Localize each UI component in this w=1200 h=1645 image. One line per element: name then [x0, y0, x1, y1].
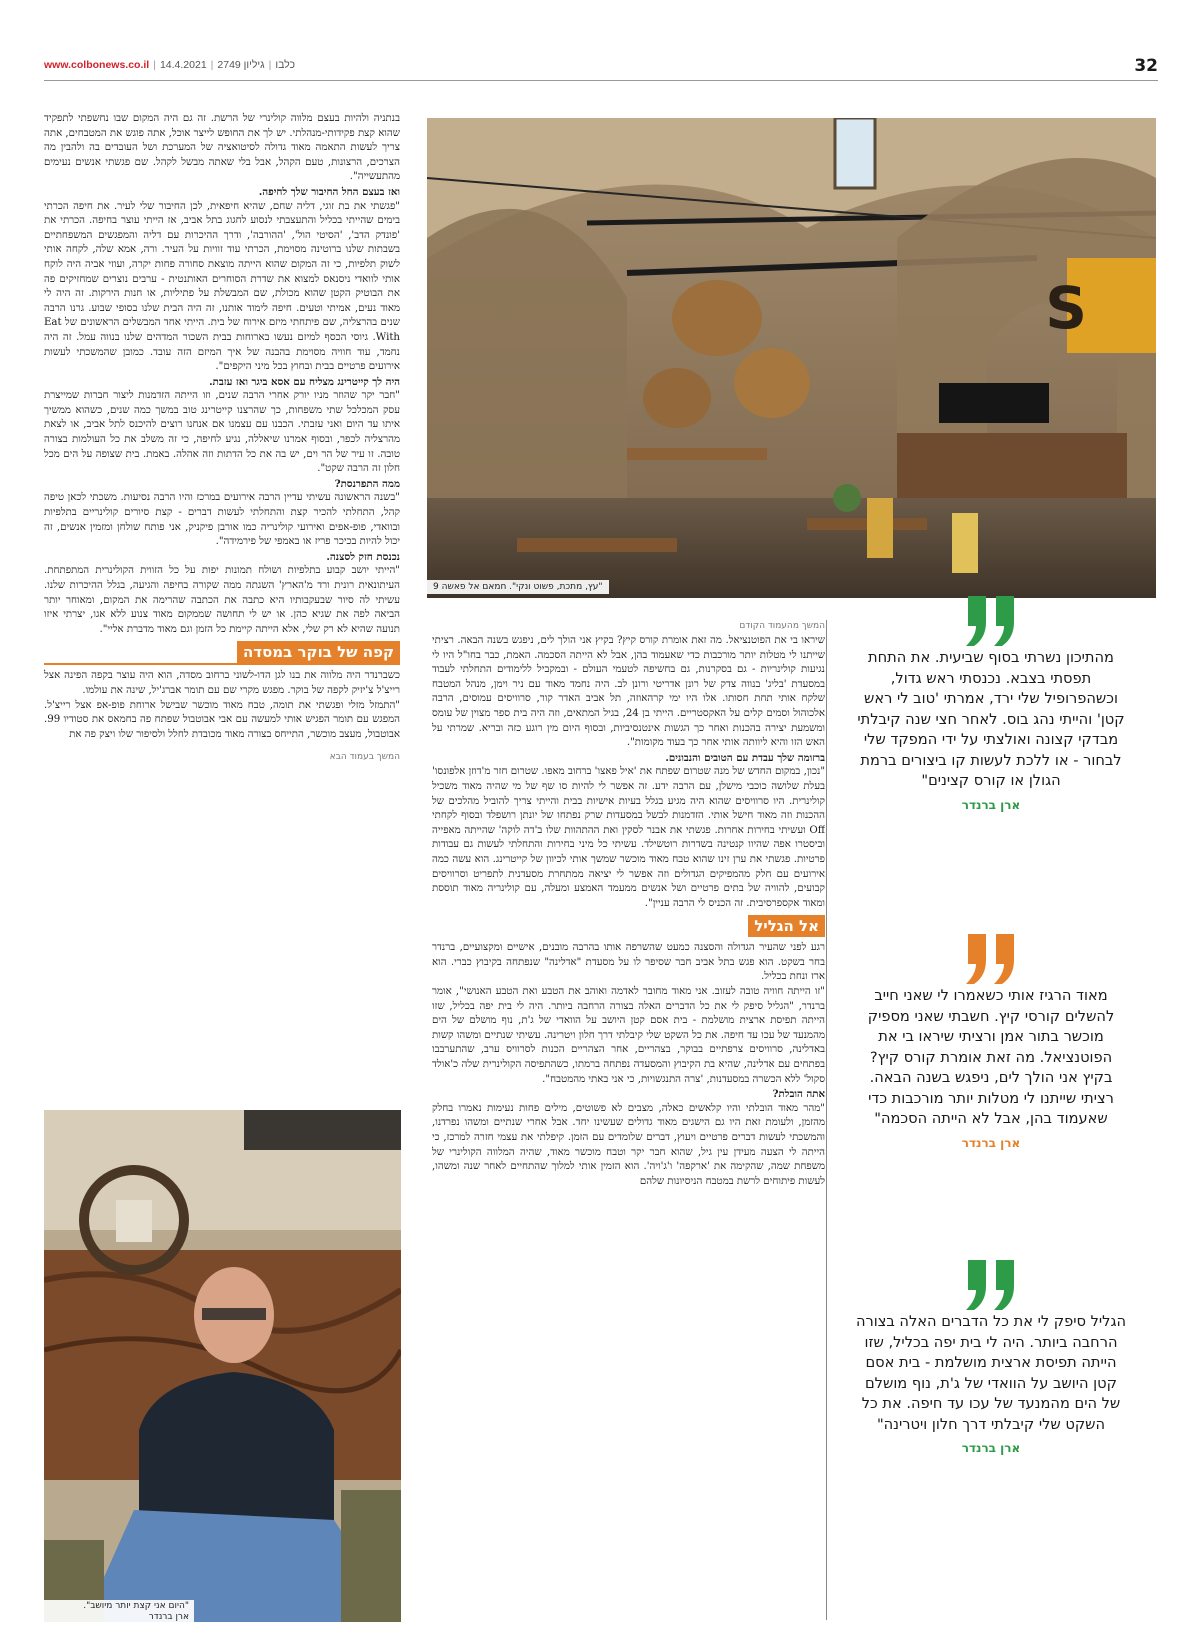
section-header-masada — [44, 641, 400, 665]
pull-quote-2 — [846, 930, 1136, 1150]
article-paragraph: "הייתי יושב קבוע בתלפיות ושולח תמונות יפות על כל הזווית הקולינרית המתפתחת. העיתונאית רונית ורד מ'הארץ' השגתה ממה שקורה בחיפה והגיעה, בגלל ההיכרות שלנו. עשיתי לה סיור שבעקבותיו היא כתבה את הכתבה שהרימה את המקום, ומאוחר יותר הביאה לפה את שגיא כהן. או יש לי תחושה שממקום מאוד צנוע ללא אגו, יצרתי איזו תנועה שהיא לא רק שלי, אלא הייתה קיימת כל הזמן וגם מאוד מדברת אליי". — [44, 565, 400, 635]
interview-question: ממה התפרנסת? — [334, 477, 400, 490]
column-divider — [826, 620, 827, 1620]
pull-quote-3-text: הגליל סיפק לי את כל הדברים האלה בצורה הרחבה ביותר. היה לי בית יפה בכליל, שזו הייתה תפיסת ארצית מושלמת - בית אסם קטן היושב על הוואדי של ג'ת, נוף מושלם של הים מהמנעד של עכו עד חיפה. את כל השקט שלי קיבלתי דרך חלון ויטרינה" — [855, 1313, 1127, 1433]
article-paragraph: "פגשתי את בת זוגי, דליה שחם, שהיא חיפאית, לכן החיבור שלי לעיר. את חיפה הכרתי בימים שהייתי בכליל והתעצבתי לנסוע לחגוג בתל אביב, אז הייתי עוצר בחיפה. הכרתי את 'פונדק הדב', 'הסיטי הול', 'ההורבה', ודרך ההיכרות עם דליה והמפגשים המשפחתיים בשבתות שלנו ברוטינה מסוימת, הכרתי עוד זוויות על העיר. ורה, אמא שלה, לקחה אותי לשוק תלפיות, כי זה המקום שהוא הייתה מוצאת סחורה פחות יקרה, ועוזי אביה היה לוקח אותי לוואדי ניסנאס למצוא את שדרת הסוחרים האותנטית - ערבים נוצרים שמחזיקים פה את הבוטיק הקטן שהוא מכולת, שם המבשלת על פתיליות, או חנות הירקות. זה היה לי מאוד נעים, אמיתי וטעים. חיפה לימוד אותנו, זה היה הבית שלנו בסופי שבוע. גרנו הרבה שנים בהרצליה, שם פיתחתי מיזם אירוח של בית. הייתי אחד המבשלים הראשונים של Eat With. גיוסי הכסף למיזם נעשו בארוחות בבית השכור המדהים שלנו בנווה עמל. זה היה נחמד, עוד חוויה מסוימת בהבנה של איך המיזם הזה עובד. כמובן שהמשכתי לעשות אירועים פרטיים בבית ובחוץ בכל מיני היקפים". — [44, 200, 400, 373]
quote-mark-icon — [846, 930, 1136, 986]
section-title-masada: קפה של בוקר במסדה — [237, 641, 400, 663]
section-title-galilee: אל הגליל — [748, 915, 825, 937]
article-paragraph: כשברנדר היה מלווה את בנו לגן הדו-לשוני ברחוב מסדה, הוא היה עוצר בקפה הפינה אצל רייצ'ל צ'יזיק לקפה של בוקר. מפגש מקרי שם עם תומר אברג'יל, שינה את עולמו. — [44, 670, 400, 696]
article-paragraph: "חבר יקר שהוזר מניו יורק אחרי הרבה שנים, וזו הייתה הזדמנות ליצור חברות שמייצרת עסק המכלכל שתי משפחות, כך שהרצנו קייטרינג טוב במשך כמה שנים, כשהוא ממשיך איתו עד היום ואני עזבתי. הכבנו עם עצמנו אם אנחנו רוצים להיכנס לתל אביב, או לצאת מהרצליה לכפר, ובסוף אמרנו שיאללה, נגיע לחיפה, כי זה משלב את כל העולמות בצורה טובה. זו עיר של הר וים, יש בה את כל הדתות וזה אהלה. באמת. בית שצופה על הים מכל חלון זה הרבה שקט". — [44, 390, 400, 475]
cafe-interior-illustration — [427, 118, 1156, 598]
pull-quote-3 — [846, 1256, 1136, 1455]
pull-quote-1 — [846, 592, 1136, 812]
middle-column — [432, 634, 825, 1645]
interview-question: ברזומה שלך עבדת עם הטובים והנבונים. — [665, 751, 825, 764]
paper-name: כלבו — [275, 59, 296, 71]
interview-question: נכנסת חזק לסצנה. — [326, 550, 400, 563]
left-paragraphs — [44, 112, 400, 637]
interview-question: ואז בעצם החל החיבור שלך לחיפה. — [258, 185, 400, 198]
article-paragraph: "בשנה הראשונה עשיתי עדיין הרבה אירועים במרכז והיו הרבה נסיעות. משכתי לכאן טיפה קהל, התחלתי להכיר קצת והתחלתי לעשות דברים - קצת סיורים קולינריים בתלפיות ובוואדי, פופ-אפים ואירועי קולינריה כמו אורבן פיקניק, אני פותח שולחן ומזמין אנשים, זה יכול להיות בכיכר פריז או באמפי של פירמידה". — [44, 492, 400, 548]
interview-question: אתה הובלת? — [772, 1088, 825, 1101]
interview-question: היה לך קייטרינג מצליח עם אסא ביגר ואז עזבת. — [209, 375, 400, 388]
bottom-caption-quote: "היום אני קצת יותר מיושב". — [83, 1601, 189, 1611]
bottom-caption-name: ארן ברנדר — [148, 1612, 189, 1622]
article-paragraph: "נכון, במקום החדש של מנה שטרום שפתח את 'איל פאצו' ברחוב מאפו. שטרום חזר מ'דוזן אלפונסו' בעלת שלושה כוכבי מישלן, עם הרבה ידע. זה אפשר לי להיות סו שף של מי שהיה מאוד משכיל קולינרית. היו סרוויסים שהוא היה מגיע בגלל בעיות אישיות בבית והייתי צריך להוביל מהלכים של ההכנות וזה מאוד חישל אותי. הזדמנות לבשל במסעדות שרק נפתחו של יונתן רושפלד ובסוף לקחתי Off ועשיתי בחירות אחרות. פגשתי את אבנר לסקין ואת ההתהוות שלו ב'דה לוקה' שהייתה מאפייה וביסטרו אפה שהיוו קנטינה בשדרות רוטשילד. עשיתי כל מיני בחירות והתחלתי לעשות גם עבודות פרטיות. פגשתי את ערן זינו שהוא טבח מאוד מוכשר שמשך אותי לכיוון של קייטרינג. הוא עשה כמה אירועים עם חלק מהמפיקים הגדולים וזה אפשר לי יציאה ממתחרת מסעדנית לתפריט וסרוויסים קבועים, להוויה של בתים פרטיים ושל אנשים ממעמד האמצע ומעלה, עם קולינריה מאוד תוססת ומאוד אקספרסיבית. זה הכניס לי הרבה עניין". — [432, 766, 825, 909]
shop-sign-letter: S — [1045, 274, 1087, 342]
article-paragraph: "התמזל מזלי ופגשתי את תומה, טבח מאוד מוכשר שבישל ארוחת פופ-אפ אצל רייצ'ל. המפגש עם תומר הפגיש אותי למעשה עם אבי אבוטבול שפתח פה בחמאס את סטודיו 99. אבוטבול, מעצב מוכשר, התייחס בצורה מאוד מכובדת לחלל ולסיפור שלו ויצק פה את — [44, 699, 400, 740]
pull-quote-1-text: מהתיכון נשרתי בסוף שביעית. את התחת תפסתי בצבא. נכנסתי ראש גדול, וכשהפרופיל שלי ירד, אמרתי 'טוב לי ראש קטן' והייתי נהג בוס. לאחר חצי שנה קיבלתי מבדקי קצונה ואולצתי על ידי המפקד שלי לבחור - או ללכת לעשות קו ביצורים ברמת הגולן או קורס קצינים" — [857, 649, 1125, 789]
quote-mark-icon — [846, 1256, 1136, 1312]
issue-date: 14.4.2021 — [159, 59, 207, 71]
header-rule — [44, 80, 1158, 81]
left-section-paragraphs — [44, 669, 400, 742]
left-column — [44, 112, 400, 1117]
cafe-interior-photo — [427, 118, 1156, 598]
continued-next: המשך בעמוד הבא — [329, 752, 400, 763]
issue-number: גיליון 2749 — [217, 59, 265, 71]
article-paragraph: שיראו בי את הפוטנציאל. מה זאת אומרת קורס קיץ? בקיץ אני הולך לים, ניפגש בשנה הבאה. רציתי שייתנו לי מטלות יותר מורכבות כדי שאעמוד בהן, אבל לא הייתה הסכמה. האמת, כבר בחו"ל היו לי נגיעות קולינריות - גם בסקרנות, גם בחשיפה לטעמי העולם - ובמקביל ללימודים התחלתי לעבוד במסעדת 'בליג' בנווה צדק של רונן אדריטי ורונן לב. היה נחמד מאוד עם ניר וימן, מנהל המטבח שלקח אותי תחת חסותו. אלו היו ימי קרהאוזה, תל אביב האדר קור, סרוויסים עמוסים, הרבה אלכוהול וסמים קלים על האקסטריים. הייתי בן 24, בגיל המתאים, וזה היה בית ספר מצוין של עומס ומשמעת יצירה בהכנות ואחר כך הגשות אינטנסיביות, ובסוף היום מין רוגע כזה ובריא. שמרתי על האש הזו והיא ליוותה אותי אחר כך בעוד מקומות". — [432, 635, 825, 749]
quote-mark-icon — [846, 592, 1136, 648]
portrait-illustration — [44, 1110, 401, 1622]
article-paragraph: "זו הייתה חוויה טובה לעזוב. אני מאוד מחובר לאדמה ואוהב את הטבע ואת הטבע האנושי", אומר ברנדר, "הגליל סיפק לי את כל הדברים האלה בצורה הרחבה ביותר. היה לי בית יפה בכליל, שזו הייתה תפיסת ארצית מושלמת - בית אסם קטן היושב על הוואדי של ג'ת, נוף מושלם של הים מהמנעד של עכו עד חיפה. את כל השקט שלי קיבלתי דרך חלון ויטרינה. עשיתי שנתיים ומשהו קשות באדלינה, סרוויסים צרפתיים בבוקר, בצהריים, אחר הצהריים הכנות לסרוויס ערב, שהתערבבו בפתחים עם אדלינה, שהיא בת הקיבוץ והמסעדה נפתחה ברמתו, כשהתפיסה הקולינרית שלה כ'אולד סקול' ללא הכשרה במסעדנות, 'צרה התנגשויות, כי אני באתי מהמטבח". — [432, 986, 825, 1085]
page-header — [0, 0, 1200, 84]
bottom-photo-caption — [44, 1600, 194, 1624]
continued-from-previous: המשך מהעמוד הקודם — [739, 621, 825, 631]
middle-section-paragraphs — [432, 941, 825, 1189]
section-header-galilee — [432, 915, 825, 937]
portrait-photo — [44, 1110, 401, 1622]
article-paragraph: רגע לפני שהעיר הגדולה והסצנה כמעט שהשרפה אותו בהרבה מובנים, אישיים ומקצועיים, ברנדר בחר בשקט. הוא פגש בתל אביב חבר שסיפר לו על מסעדת "אדלינה" שנפתחה בקיבוץ כברי. הוא ארז ונחת בכליל. — [432, 942, 825, 983]
pull-quote-1-author: ארן ברנדר — [961, 797, 1021, 812]
pull-quote-3-author: ארן ברנדר — [961, 1441, 1021, 1455]
page-number: 32 — [1134, 56, 1158, 76]
middle-paragraphs — [432, 634, 825, 911]
article-paragraph: "מהר מאוד הובלתי והיו קלאשים כאלה, מצבים לא פשוטים, מילים פחות נעימות נאמרו בחלק מהזמן, ולעומת זאת היו גם הישגים מאוד גדולים שעשינו יחד. אבל אחרי שנתיים ומשהו נפרדנו, והמשכתי לעשות דברים פרטיים ויעוץ, דברים שלומדים עם הזמן. קיפלתי את עצמי חזרה למרכז, כי הייתה לי הצעה מעידן עין גיל, שהוא חבר יקר וטבח מוכשר מאוד, שהיה המלווה הקולינרי של משפחת שמה, שהקימה את 'ארקפה' ו'ג'ויה'. הוא הזמין אותי למלוך שהתחיים לאחר שנה ומשהו, לעשות פיתוחים לרשת במטבח הניסיונות שלהם — [432, 1102, 825, 1187]
pull-quote-2-text: מאוד הרגיז אותי כשאמרו לי שאני חייב להשלים קורסי קיץ. חשבתי שאני מספיק מוכשר בתור אמן ורציתי שיראו בי את הפוטנציאל. מה זאת אומרת קורס קיץ? בקיץ אני הולך לים, ניפגש בשנה הבאה. רציתי שייתנו לי מטלות יותר מורכבות כדי שאעמוד בהן, אבל לא הייתה הסכמה" — [867, 987, 1115, 1127]
article-paragraph: בנתניה ולהיות בעצם מלווה קולינרי של הרשת. זה גם היה המקום שבו נחשפתי לתפקיד שהוא קצת פקידותי-מנהלתי. יש לך את החופש לייצר אוכל, אתה פוגש את המטבחים, אתה צריך לעשות התאמה מאוד גדולה לסיטואציה של המערכת ושל העובדים בה ולהבין מה הצרכים, הרצונות, טעם הקהל, אבל בלי שאתה מבשל לקהל. שם פגשתי אנשים נעימים מהתעשייה". — [44, 113, 400, 183]
pull-quote-2-author: ארן ברנדר — [961, 1135, 1021, 1150]
masthead: www.colbonews.co.il | כלבו|גיליון 2749|14.4.2021 — [44, 59, 296, 71]
site-url[interactable]: www.colbonews.co.il — [44, 59, 150, 71]
top-photo-caption: "עץ, מתכת, פשוט ונקי". חמאם אל פאשה 9 — [427, 580, 609, 594]
